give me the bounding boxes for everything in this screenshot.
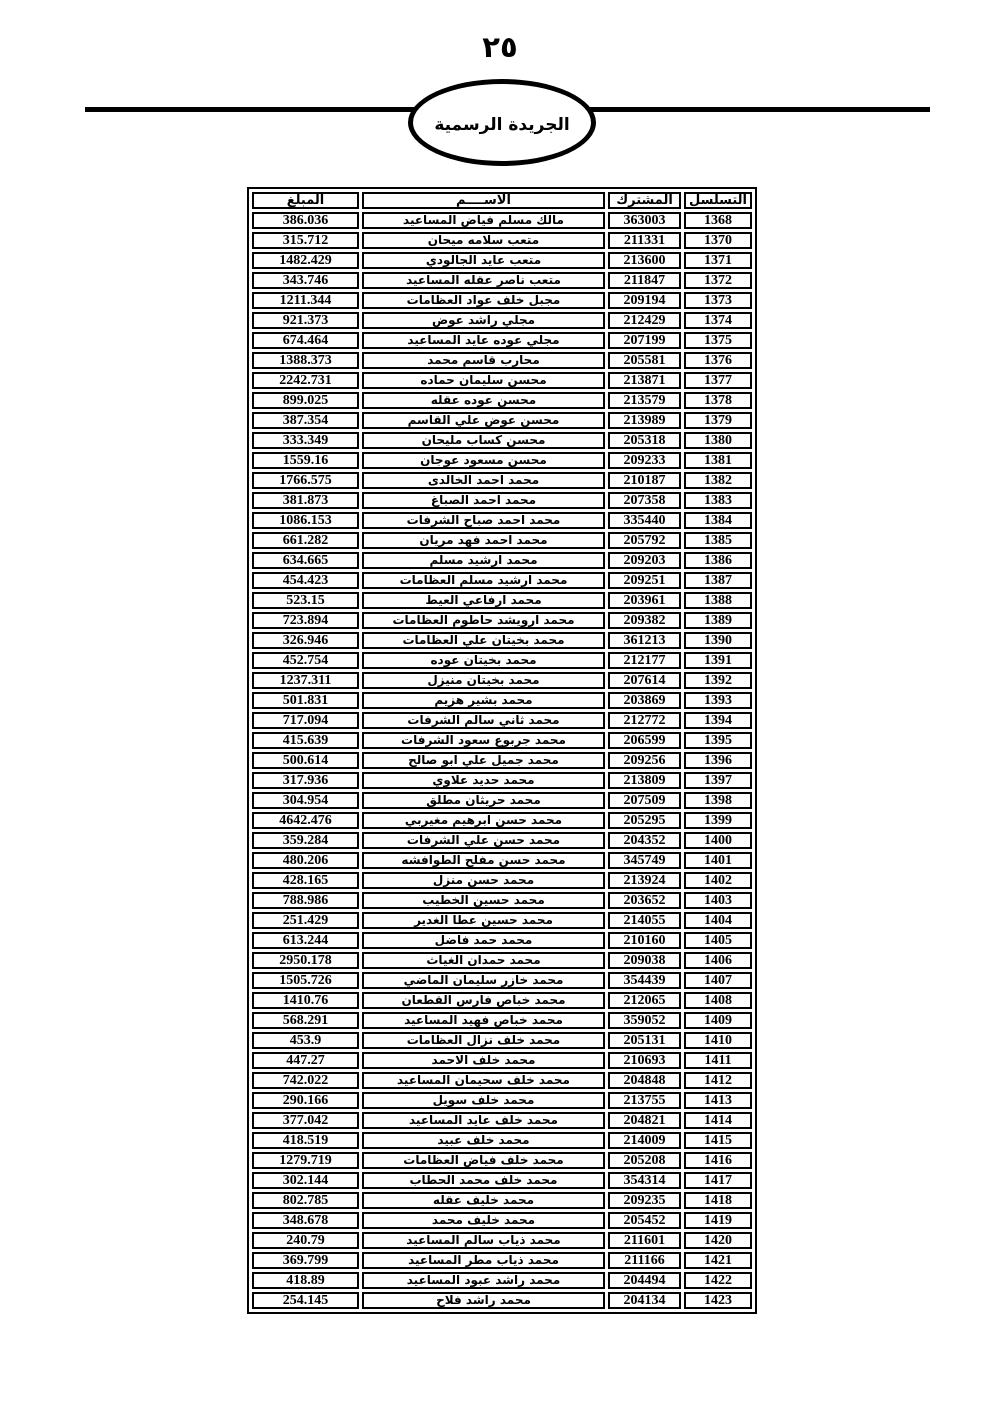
- cell-serial: 1373: [684, 292, 752, 309]
- cell-amount: 343.746: [252, 272, 359, 289]
- table-row: [252, 672, 752, 689]
- cell-serial: 1397: [684, 772, 752, 789]
- cell-subscriber: 205792: [608, 532, 681, 549]
- cell-serial: 1420: [684, 1232, 752, 1249]
- cell-subscriber: 213871: [608, 372, 681, 389]
- cell-name: محمد ثاني سالم الشرفات: [362, 712, 605, 729]
- cell-serial: 1370: [684, 232, 752, 249]
- table-row: [252, 852, 752, 869]
- cell-amount: 377.042: [252, 1112, 359, 1129]
- cell-amount: 387.354: [252, 412, 359, 429]
- cell-subscriber: 204821: [608, 1112, 681, 1129]
- cell-amount: 661.282: [252, 532, 359, 549]
- table-row: [252, 1112, 752, 1129]
- cell-serial: 1375: [684, 332, 752, 349]
- subscribers-table-body: [252, 212, 752, 1309]
- table-row: [252, 292, 752, 309]
- table-row: [252, 472, 752, 489]
- cell-serial: 1416: [684, 1152, 752, 1169]
- cell-name: محمد احمد صباح الشرفات: [362, 512, 605, 529]
- cell-subscriber: 205295: [608, 812, 681, 829]
- cell-serial: 1390: [684, 632, 752, 649]
- cell-amount: 381.873: [252, 492, 359, 509]
- cell-subscriber: 212429: [608, 312, 681, 329]
- cell-name: محمد خلف سويل: [362, 1092, 605, 1109]
- cell-name: محسن كساب مليحان: [362, 432, 605, 449]
- table-row: [252, 1012, 752, 1029]
- cell-name: مالك مسلم فياض المساعيد: [362, 212, 605, 229]
- cell-name: محمد خلف عبيد: [362, 1132, 605, 1149]
- cell-subscriber: 209251: [608, 572, 681, 589]
- table-row: [252, 892, 752, 909]
- cell-serial: 1411: [684, 1052, 752, 1069]
- cell-name: متعب سلامه ميحان: [362, 232, 605, 249]
- cell-name: محمد بخيتان منيزل: [362, 672, 605, 689]
- cell-name: مجلي راشد عوض: [362, 312, 605, 329]
- cell-name: مجبل خلف عواد العظامات: [362, 292, 605, 309]
- cell-serial: 1380: [684, 432, 752, 449]
- cell-name: محمد خباص فارس القطعان: [362, 992, 605, 1009]
- cell-amount: 1766.575: [252, 472, 359, 489]
- table-row: [252, 1252, 752, 1269]
- cell-subscriber: 212065: [608, 992, 681, 1009]
- cell-amount: 302.144: [252, 1172, 359, 1189]
- table-row: [252, 1212, 752, 1229]
- table-row: [252, 692, 752, 709]
- cell-subscriber: 207614: [608, 672, 681, 689]
- cell-amount: 899.025: [252, 392, 359, 409]
- cell-subscriber: 335440: [608, 512, 681, 529]
- cell-serial: 1399: [684, 812, 752, 829]
- cell-name: محارب قاسم محمد: [362, 352, 605, 369]
- cell-serial: 1410: [684, 1032, 752, 1049]
- cell-amount: 568.291: [252, 1012, 359, 1029]
- cell-name: محسن مسعود عوجان: [362, 452, 605, 469]
- table-row: [252, 932, 752, 949]
- cell-subscriber: 209194: [608, 292, 681, 309]
- cell-subscriber: 212177: [608, 652, 681, 669]
- cell-subscriber: 203961: [608, 592, 681, 609]
- cell-amount: 333.349: [252, 432, 359, 449]
- cell-subscriber: 213579: [608, 392, 681, 409]
- cell-name: محمد ارفاعي العيط: [362, 592, 605, 609]
- cell-name: محمد خليف عقله: [362, 1192, 605, 1209]
- cell-serial: 1376: [684, 352, 752, 369]
- cell-serial: 1385: [684, 532, 752, 549]
- cell-subscriber: 213809: [608, 772, 681, 789]
- cell-subscriber: 205581: [608, 352, 681, 369]
- cell-name: محمد خلف نزال العظامات: [362, 1032, 605, 1049]
- cell-name: محمد بخيتان علي العظامات: [362, 632, 605, 649]
- cell-amount: 1505.726: [252, 972, 359, 989]
- cell-amount: 1388.373: [252, 352, 359, 369]
- table-row: [252, 1092, 752, 1109]
- cell-name: محمد ارويشد حاطوم العظامات: [362, 612, 605, 629]
- cell-serial: 1417: [684, 1172, 752, 1189]
- column-header-name: الاســــم: [362, 192, 605, 209]
- cell-amount: 369.799: [252, 1252, 359, 1269]
- cell-serial: 1384: [684, 512, 752, 529]
- cell-serial: 1378: [684, 392, 752, 409]
- cell-name: محمد خلف فياض العظامات: [362, 1152, 605, 1169]
- cell-amount: 613.244: [252, 932, 359, 949]
- cell-subscriber: 211847: [608, 272, 681, 289]
- cell-serial: 1379: [684, 412, 752, 429]
- cell-subscriber: 207358: [608, 492, 681, 509]
- cell-name: محمد خازر سليمان الماضي: [362, 972, 605, 989]
- cell-amount: 480.206: [252, 852, 359, 869]
- cell-amount: 1559.16: [252, 452, 359, 469]
- cell-serial: 1413: [684, 1092, 752, 1109]
- cell-amount: 386.036: [252, 212, 359, 229]
- cell-serial: 1392: [684, 672, 752, 689]
- cell-amount: 2950.178: [252, 952, 359, 969]
- cell-serial: 1409: [684, 1012, 752, 1029]
- cell-serial: 1407: [684, 972, 752, 989]
- cell-subscriber: 210160: [608, 932, 681, 949]
- table-row: [252, 1052, 752, 1069]
- cell-name: محمد احمد فهد مريان: [362, 532, 605, 549]
- cell-subscriber: 354314: [608, 1172, 681, 1189]
- cell-name: محمد ذياب مطر المساعيد: [362, 1252, 605, 1269]
- cell-amount: 1211.344: [252, 292, 359, 309]
- cell-subscriber: 211331: [608, 232, 681, 249]
- cell-amount: 788.986: [252, 892, 359, 909]
- cell-subscriber: 204352: [608, 832, 681, 849]
- cell-subscriber: 206599: [608, 732, 681, 749]
- cell-serial: 1374: [684, 312, 752, 329]
- cell-serial: 1419: [684, 1212, 752, 1229]
- cell-serial: 1389: [684, 612, 752, 629]
- cell-serial: 1395: [684, 732, 752, 749]
- cell-subscriber: 205452: [608, 1212, 681, 1229]
- table-row: [252, 1192, 752, 1209]
- cell-subscriber: 361213: [608, 632, 681, 649]
- column-header-subscriber: المشترك: [608, 192, 681, 209]
- cell-amount: 1086.153: [252, 512, 359, 529]
- cell-name: متعب عايد الجالودي: [362, 252, 605, 269]
- cell-name: محمد حسين الخطيب: [362, 892, 605, 909]
- cell-serial: 1371: [684, 252, 752, 269]
- table-row: [252, 312, 752, 329]
- table-row: [252, 1032, 752, 1049]
- cell-amount: 500.614: [252, 752, 359, 769]
- subscribers-table-container: [247, 187, 757, 1314]
- table-row: [252, 452, 752, 469]
- cell-name: محمد ذياب سالم المساعيد: [362, 1232, 605, 1249]
- table-row: [252, 352, 752, 369]
- cell-name: محمد خلف الاحمد: [362, 1052, 605, 1069]
- cell-amount: 317.936: [252, 772, 359, 789]
- cell-amount: 415.639: [252, 732, 359, 749]
- cell-amount: 290.166: [252, 1092, 359, 1109]
- cell-name: محمد حريثان مطلق: [362, 792, 605, 809]
- cell-serial: 1408: [684, 992, 752, 1009]
- cell-name: محمد خلف عايد المساعيد: [362, 1112, 605, 1129]
- cell-subscriber: 207199: [608, 332, 681, 349]
- table-row: [252, 552, 752, 569]
- table-row: [252, 1172, 752, 1189]
- cell-serial: 1398: [684, 792, 752, 809]
- cell-serial: 1377: [684, 372, 752, 389]
- table-row: [252, 272, 752, 289]
- cell-amount: 2242.731: [252, 372, 359, 389]
- cell-serial: 1388: [684, 592, 752, 609]
- table-row: [252, 252, 752, 269]
- cell-amount: 1237.311: [252, 672, 359, 689]
- cell-subscriber: 211601: [608, 1232, 681, 1249]
- cell-name: محمد احمد الصباغ: [362, 492, 605, 509]
- table-row: [252, 572, 752, 589]
- table-row: [252, 592, 752, 609]
- cell-amount: 251.429: [252, 912, 359, 929]
- page-number: ٢٥: [482, 30, 518, 64]
- table-row: [252, 912, 752, 929]
- table-row: [252, 792, 752, 809]
- cell-name: محمد جميل علي ابو صالح: [362, 752, 605, 769]
- cell-subscriber: 205208: [608, 1152, 681, 1169]
- cell-serial: 1421: [684, 1252, 752, 1269]
- subscribers-table: [247, 187, 757, 1314]
- gazette-banner-ellipse: [408, 79, 596, 166]
- cell-name: محسن سليمان حماده: [362, 372, 605, 389]
- table-row: [252, 1272, 752, 1289]
- cell-amount: 326.946: [252, 632, 359, 649]
- cell-subscriber: 205318: [608, 432, 681, 449]
- table-header-row: [252, 192, 752, 209]
- cell-serial: 1423: [684, 1292, 752, 1309]
- table-row: [252, 212, 752, 229]
- table-row: [252, 532, 752, 549]
- cell-amount: 453.9: [252, 1032, 359, 1049]
- cell-name: محمد حسن علي الشرفات: [362, 832, 605, 849]
- cell-subscriber: 205131: [608, 1032, 681, 1049]
- cell-amount: 1279.719: [252, 1152, 359, 1169]
- cell-serial: 1422: [684, 1272, 752, 1289]
- cell-serial: 1418: [684, 1192, 752, 1209]
- cell-serial: 1400: [684, 832, 752, 849]
- cell-serial: 1394: [684, 712, 752, 729]
- table-row: [252, 812, 752, 829]
- table-row: [252, 992, 752, 1009]
- cell-serial: 1412: [684, 1072, 752, 1089]
- table-row: [252, 952, 752, 969]
- cell-amount: 802.785: [252, 1192, 359, 1209]
- cell-amount: 348.678: [252, 1212, 359, 1229]
- table-row: [252, 712, 752, 729]
- cell-name: محمد حسن منزل: [362, 872, 605, 889]
- table-row: [252, 872, 752, 889]
- cell-amount: 1410.76: [252, 992, 359, 1009]
- cell-amount: 315.712: [252, 232, 359, 249]
- cell-subscriber: 204848: [608, 1072, 681, 1089]
- table-row: [252, 412, 752, 429]
- cell-name: محمد حمدان الغياث: [362, 952, 605, 969]
- table-row: [252, 512, 752, 529]
- cell-subscriber: 354439: [608, 972, 681, 989]
- table-row: [252, 1072, 752, 1089]
- table-row: [252, 1132, 752, 1149]
- cell-subscriber: 213924: [608, 872, 681, 889]
- cell-subscriber: 345749: [608, 852, 681, 869]
- cell-name: محمد خباص فهيد المساعيد: [362, 1012, 605, 1029]
- cell-serial: 1368: [684, 212, 752, 229]
- table-row: [252, 772, 752, 789]
- cell-amount: 523.15: [252, 592, 359, 609]
- cell-name: محمد حسن ابرهيم مغيربي: [362, 812, 605, 829]
- cell-serial: 1402: [684, 872, 752, 889]
- table-row: [252, 492, 752, 509]
- cell-subscriber: 214009: [608, 1132, 681, 1149]
- table-row: [252, 1292, 752, 1309]
- cell-name: محمد خليف محمد: [362, 1212, 605, 1229]
- table-row: [252, 1232, 752, 1249]
- cell-name: محمد حسن مفلح الطوافشه: [362, 852, 605, 869]
- cell-name: محمد ارشيد مسلم العظامات: [362, 572, 605, 589]
- cell-subscriber: 363003: [608, 212, 681, 229]
- cell-subscriber: 213989: [608, 412, 681, 429]
- cell-serial: 1404: [684, 912, 752, 929]
- cell-name: محمد حسين عطا الغدير: [362, 912, 605, 929]
- cell-name: محمد حديد علاوي: [362, 772, 605, 789]
- cell-name: محمد بخيتان عوده: [362, 652, 605, 669]
- cell-serial: 1372: [684, 272, 752, 289]
- column-header-amount: المبلغ: [252, 192, 359, 209]
- cell-name: محمد حمد فاضل: [362, 932, 605, 949]
- cell-serial: 1386: [684, 552, 752, 569]
- cell-subscriber: 210693: [608, 1052, 681, 1069]
- cell-amount: 240.79: [252, 1232, 359, 1249]
- cell-amount: 4642.476: [252, 812, 359, 829]
- cell-subscriber: 213755: [608, 1092, 681, 1109]
- table-row: [252, 972, 752, 989]
- cell-subscriber: 209203: [608, 552, 681, 569]
- table-row: [252, 652, 752, 669]
- cell-serial: 1387: [684, 572, 752, 589]
- cell-serial: 1382: [684, 472, 752, 489]
- cell-name: محمد خلف محمد الحطاب: [362, 1172, 605, 1189]
- cell-amount: 418.519: [252, 1132, 359, 1149]
- cell-subscriber: 213600: [608, 252, 681, 269]
- cell-amount: 634.665: [252, 552, 359, 569]
- cell-serial: 1405: [684, 932, 752, 949]
- cell-subscriber: 204134: [608, 1292, 681, 1309]
- cell-amount: 428.165: [252, 872, 359, 889]
- cell-subscriber: 209235: [608, 1192, 681, 1209]
- table-row: [252, 752, 752, 769]
- cell-amount: 501.831: [252, 692, 359, 709]
- cell-amount: 742.022: [252, 1072, 359, 1089]
- cell-amount: 674.464: [252, 332, 359, 349]
- cell-name: محسن عوده عقله: [362, 392, 605, 409]
- cell-name: محمد جربوع سعود الشرفات: [362, 732, 605, 749]
- cell-name: محمد خلف سحيمان المساعيد: [362, 1072, 605, 1089]
- table-row: [252, 232, 752, 249]
- table-row: [252, 332, 752, 349]
- column-header-serial: التسلسل: [684, 192, 752, 209]
- gazette-banner-title: الجريدة الرسمية: [434, 114, 570, 135]
- cell-subscriber: 209233: [608, 452, 681, 469]
- cell-name: متعب ناصر عقله المساعيد: [362, 272, 605, 289]
- cell-amount: 359.284: [252, 832, 359, 849]
- cell-serial: 1415: [684, 1132, 752, 1149]
- cell-amount: 1482.429: [252, 252, 359, 269]
- cell-subscriber: 203652: [608, 892, 681, 909]
- cell-subscriber: 359052: [608, 1012, 681, 1029]
- cell-subscriber: 207509: [608, 792, 681, 809]
- cell-amount: 921.373: [252, 312, 359, 329]
- cell-subscriber: 203869: [608, 692, 681, 709]
- cell-subscriber: 204494: [608, 1272, 681, 1289]
- cell-subscriber: 212772: [608, 712, 681, 729]
- cell-amount: 452.754: [252, 652, 359, 669]
- cell-name: محمد راشد فلاح: [362, 1292, 605, 1309]
- cell-amount: 723.894: [252, 612, 359, 629]
- cell-name: محمد ارشيد مسلم: [362, 552, 605, 569]
- cell-name: محمد احمد الخالدى: [362, 472, 605, 489]
- cell-serial: 1403: [684, 892, 752, 909]
- cell-serial: 1406: [684, 952, 752, 969]
- table-row: [252, 632, 752, 649]
- cell-amount: 447.27: [252, 1052, 359, 1069]
- table-row: [252, 612, 752, 629]
- cell-serial: 1391: [684, 652, 752, 669]
- cell-amount: 304.954: [252, 792, 359, 809]
- cell-serial: 1383: [684, 492, 752, 509]
- cell-amount: 254.145: [252, 1292, 359, 1309]
- cell-subscriber: 209382: [608, 612, 681, 629]
- table-row: [252, 732, 752, 749]
- table-row: [252, 432, 752, 449]
- cell-amount: 418.89: [252, 1272, 359, 1289]
- cell-name: محسن عوض علي القاسم: [362, 412, 605, 429]
- cell-amount: 454.423: [252, 572, 359, 589]
- cell-serial: 1401: [684, 852, 752, 869]
- cell-amount: 717.094: [252, 712, 359, 729]
- cell-subscriber: 211166: [608, 1252, 681, 1269]
- cell-name: محمد بشير هزيم: [362, 692, 605, 709]
- cell-subscriber: 210187: [608, 472, 681, 489]
- cell-name: مجلي عوده عايد المساعيد: [362, 332, 605, 349]
- table-row: [252, 372, 752, 389]
- table-row: [252, 392, 752, 409]
- cell-serial: 1381: [684, 452, 752, 469]
- cell-serial: 1396: [684, 752, 752, 769]
- table-row: [252, 1152, 752, 1169]
- cell-name: محمد راشد عبود المساعيد: [362, 1272, 605, 1289]
- cell-serial: 1414: [684, 1112, 752, 1129]
- cell-subscriber: 214055: [608, 912, 681, 929]
- table-row: [252, 832, 752, 849]
- cell-subscriber: 209256: [608, 752, 681, 769]
- cell-subscriber: 209038: [608, 952, 681, 969]
- cell-serial: 1393: [684, 692, 752, 709]
